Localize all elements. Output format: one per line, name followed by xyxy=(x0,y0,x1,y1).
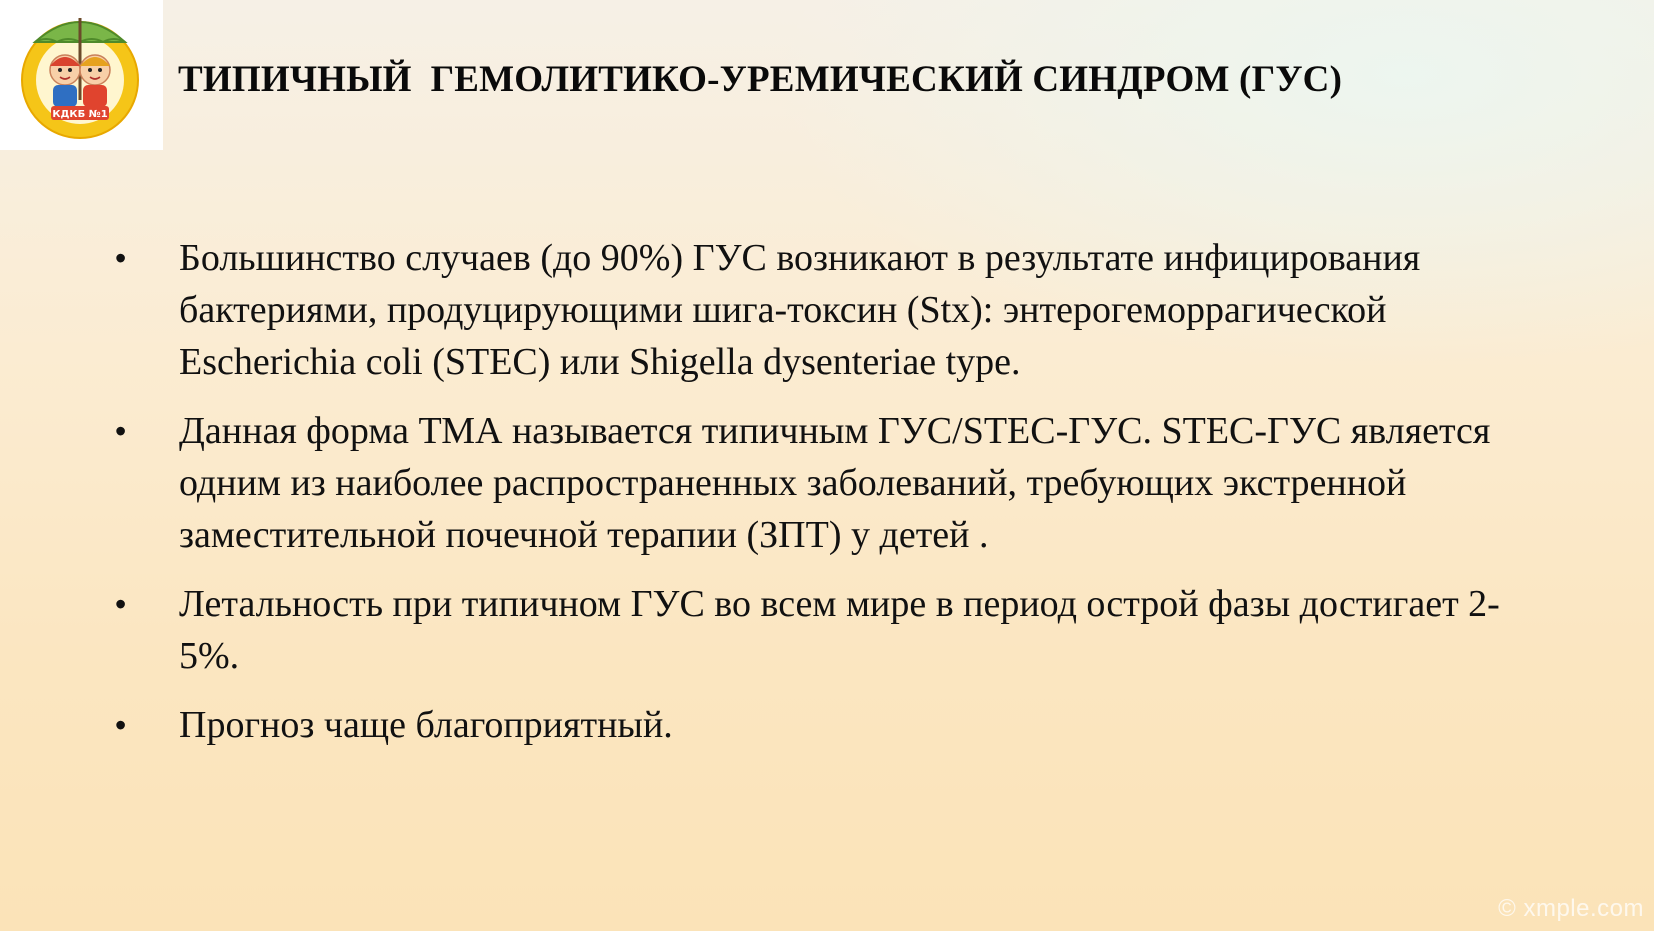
bullet-text: Большинство случаев (до 90%) ГУС возникают в результате инфицирования бактериями, продуцирующими шига-токсин (Stx): энтерогеморрагической Escherichia coli (STEC) или Shigella dysenteriae type. xyxy=(179,237,1421,383)
bullet-item xyxy=(0,699,1654,751)
bullet-icon: • xyxy=(115,707,127,743)
logo-badge-text: КДКБ №1 xyxy=(52,109,108,120)
bullet-item xyxy=(0,578,1654,682)
bullet-icon: • xyxy=(115,586,127,622)
bullet-text: Прогноз чаще благоприятный. xyxy=(179,704,673,746)
bullet-item xyxy=(0,232,1654,388)
bullet-list xyxy=(0,232,1654,768)
bullet-item xyxy=(0,405,1654,561)
bullet-text: Данная форма ТМА называется типичным ГУС/STEC-ГУС. STEC-ГУС является одним из наиболее распространенных заболеваний, требующих экстренной заместительной почечной терапии (ЗПТ) у детей . xyxy=(179,410,1491,556)
bullet-icon: • xyxy=(115,413,127,449)
watermark: © xmple.com xyxy=(1498,895,1644,922)
logo-panel xyxy=(0,0,163,150)
bullet-icon: • xyxy=(115,240,127,276)
bullet-text: Летальность при типичном ГУС во всем мире в период острой фазы достигает 2-5%. xyxy=(179,583,1500,677)
slide-title: ТИПИЧНЫЙ ГЕМОЛИТИКО-УРЕМИЧЕСКИЙ СИНДРОМ (ГУС) xyxy=(178,59,1343,100)
hospital-logo xyxy=(17,8,143,142)
